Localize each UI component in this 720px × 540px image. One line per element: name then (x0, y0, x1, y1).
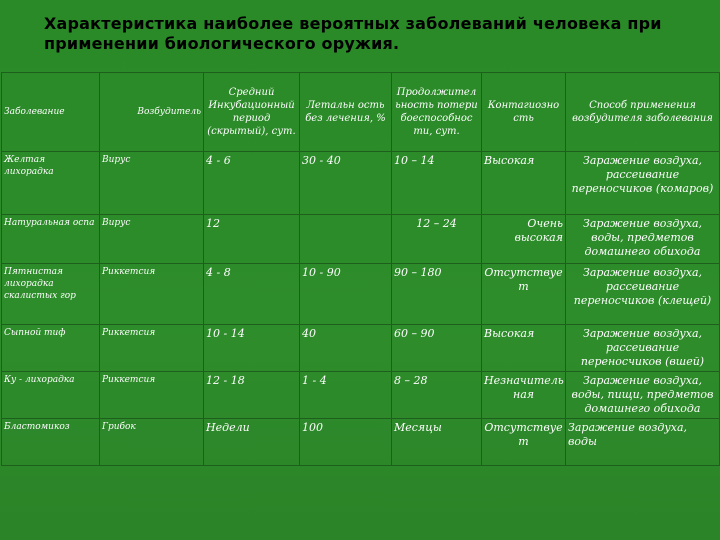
cell-method: Заражение воздуха, воды, предметов домашнего обихода (566, 215, 720, 264)
cell-method: Заражение воздуха, воды, пищи, предметов домашнего обихода (566, 372, 720, 419)
table-row (2, 215, 720, 264)
cell-lethality: 30 - 40 (300, 152, 392, 215)
table-row (2, 264, 720, 325)
table-row (2, 152, 720, 215)
header-lethality: Летальн ость без лечения, % (300, 73, 392, 152)
table-row (2, 419, 720, 466)
cell-contagiousness: Незначитель ная (482, 372, 566, 419)
page-title: Характеристика наиболее вероятных заболеваний человека при применении биологического оружия. (44, 14, 662, 53)
cell-disease: Желтая лихорадка (2, 152, 100, 215)
cell-lethality (300, 215, 392, 264)
cell-incubation: 10 - 14 (204, 325, 300, 372)
table-header-row (2, 73, 720, 152)
cell-duration: 12 – 24 (392, 215, 482, 264)
header-incubation: Средний Инкубационный период (скрытый), сут. (204, 73, 300, 152)
cell-pathogen: Грибок (100, 419, 204, 466)
cell-contagiousness: Очень высокая (482, 215, 566, 264)
cell-disease: Пятнистая лихорадка скалистых гор (2, 264, 100, 325)
cell-disease: Сыпной тиф (2, 325, 100, 372)
cell-pathogen: Вирус (100, 215, 204, 264)
cell-pathogen: Вирус (100, 152, 204, 215)
cell-incubation: 4 - 8 (204, 264, 300, 325)
cell-lethality: 10 - 90 (300, 264, 392, 325)
table-row (2, 372, 720, 419)
cell-disease: Ку - лихорадка (2, 372, 100, 419)
cell-method: Заражение воздуха, рассеивание переносчиков (вшей) (566, 325, 720, 372)
cell-pathogen: Риккетсия (100, 264, 204, 325)
header-method: Способ применения возбудителя заболевания (566, 73, 720, 152)
cell-incubation: Недели (204, 419, 300, 466)
cell-contagiousness: Отсутствуе т (482, 264, 566, 325)
header-duration: Продолжител ьность потери боеспособнос ти, сут. (392, 73, 482, 152)
cell-incubation: 4 - 6 (204, 152, 300, 215)
cell-method: Заражение воздуха, рассеивание переносчиков (комаров) (566, 152, 720, 215)
header-contagiousness: Контагиозно сть (482, 73, 566, 152)
cell-lethality: 100 (300, 419, 392, 466)
cell-duration: 8 – 28 (392, 372, 482, 419)
cell-disease: Бластомикоз (2, 419, 100, 466)
cell-duration: 90 – 180 (392, 264, 482, 325)
cell-disease: Натуральная оспа (2, 215, 100, 264)
cell-lethality: 40 (300, 325, 392, 372)
cell-contagiousness: Высокая (482, 325, 566, 372)
header-disease: Заболевание (2, 73, 100, 152)
cell-duration: 10 – 14 (392, 152, 482, 215)
header-pathogen: Возбудитель (100, 73, 204, 152)
cell-lethality: 1 - 4 (300, 372, 392, 419)
cell-incubation: 12 - 18 (204, 372, 300, 419)
cell-incubation: 12 (204, 215, 300, 264)
cell-contagiousness: Отсутствуе т (482, 419, 566, 466)
table-row (2, 325, 720, 372)
cell-method: Заражение воздуха, рассеивание переносчиков (клещей) (566, 264, 720, 325)
cell-duration: 60 – 90 (392, 325, 482, 372)
cell-pathogen: Риккетсия (100, 372, 204, 419)
cell-contagiousness: Высокая (482, 152, 566, 215)
cell-duration: Месяцы (392, 419, 482, 466)
disease-table (1, 72, 720, 466)
cell-pathogen: Риккетсия (100, 325, 204, 372)
cell-method: Заражение воздуха, воды (566, 419, 720, 466)
